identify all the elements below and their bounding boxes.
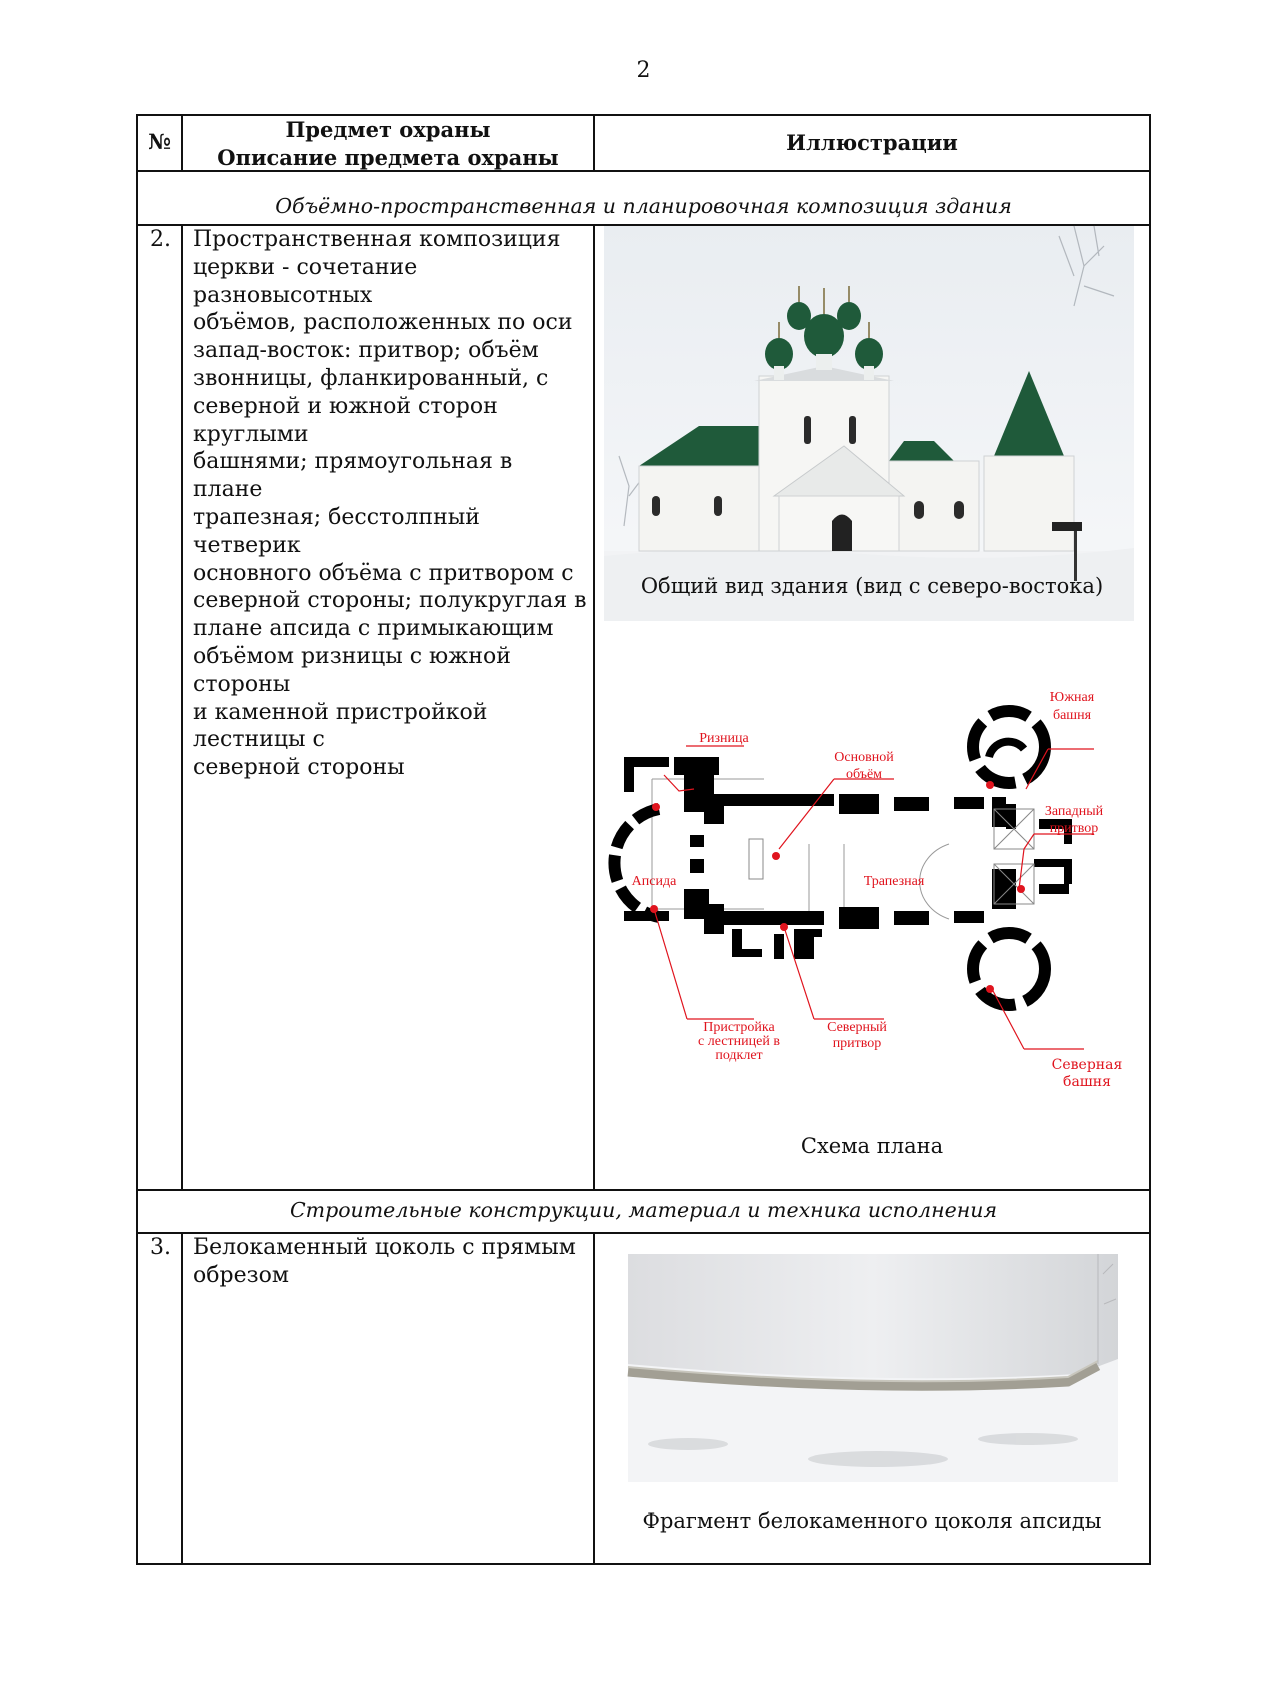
- description-line: трапезная; бесстолпный четверик: [193, 504, 480, 558]
- label-west-porch-2: притвор: [1049, 821, 1099, 836]
- protection-table: [136, 114, 1151, 1565]
- label-main-1: Основной: [834, 750, 894, 765]
- label-riznitsa: Ризница: [699, 731, 749, 746]
- page-number: 2: [636, 58, 651, 83]
- description-line: обрезом: [193, 1262, 289, 1288]
- description-line: основного объёма с притвором с: [193, 560, 574, 586]
- row-description: [193, 1234, 588, 1290]
- plinth-photo: [628, 1254, 1118, 1482]
- label-north-tower: [1042, 1057, 1132, 1091]
- plinth-caption: Фрагмент белокаменного цоколя апсиды: [642, 1509, 1102, 1533]
- label-west-porch-1: Западный: [1044, 804, 1104, 819]
- description-line: звонницы, фланкированный, с: [193, 365, 549, 391]
- plan-caption: Схема плана: [800, 1134, 944, 1158]
- row-number: 2.: [150, 227, 171, 252]
- plan-drawing: [594, 649, 1148, 1063]
- description-line: северной и южной сторон круглыми: [193, 393, 498, 447]
- label-annex-3: подклет: [715, 1048, 763, 1063]
- photo-caption: Общий вид здания (вид с северо-востока): [640, 574, 1104, 598]
- description-line: объёмов, расположенных по оси: [193, 310, 573, 336]
- description-line: северной стороны: [193, 755, 405, 781]
- description-line: Пространственная композиция: [193, 227, 561, 252]
- header-number: №: [148, 129, 171, 154]
- plan-scheme: [594, 649, 1148, 1063]
- section-title: Строительные конструкции, материал и техника исполнения: [289, 1198, 998, 1222]
- row-description: [193, 226, 588, 782]
- description-line: северной стороны; полукруглая в: [193, 588, 587, 614]
- label-south-tower-2: башня: [1052, 708, 1092, 723]
- label-north-porch-1: Северный: [827, 1020, 887, 1035]
- label-north-tower-2: башня: [1063, 1074, 1111, 1090]
- description-line: запад-восток: притвор; объём: [193, 338, 539, 364]
- description-line: плане апсида с примыкающим: [193, 616, 554, 642]
- description-line: башнями; прямоугольная в плане: [193, 449, 513, 503]
- label-south-tower-1: Южная: [1049, 690, 1095, 705]
- church-illustration: [604, 226, 1134, 621]
- header-subject: [183, 116, 593, 172]
- label-annex-1: Пристройка: [703, 1020, 775, 1035]
- description-line: и каменной пристройкой лестницы с: [193, 699, 488, 753]
- header-subject-line1: Предмет охраны: [285, 117, 491, 142]
- label-refectory: Трапезная: [863, 874, 925, 889]
- section-title: Объёмно-пространственная и планировочная композиция здания: [275, 194, 1012, 218]
- label-main-2: объём: [845, 767, 883, 782]
- label-annex-2: с лестницей в: [698, 1034, 780, 1049]
- description-line: Белокаменный цоколь с прямым: [193, 1235, 576, 1260]
- description-line: церкви - сочетание разновысотных: [193, 254, 418, 308]
- row-number: 3.: [150, 1235, 171, 1260]
- church-photo: [604, 226, 1134, 621]
- label-apse: Апсида: [631, 874, 677, 889]
- description-line: объёмом ризницы с южной стороны: [193, 643, 511, 697]
- header-subject-line2: Описание предмета охраны: [217, 145, 559, 170]
- header-illustrations: Иллюстрации: [786, 130, 958, 155]
- label-north-tower-1: Северная: [1051, 1057, 1123, 1073]
- plinth-illustration: [628, 1254, 1118, 1482]
- label-north-porch-2: притвор: [832, 1036, 882, 1051]
